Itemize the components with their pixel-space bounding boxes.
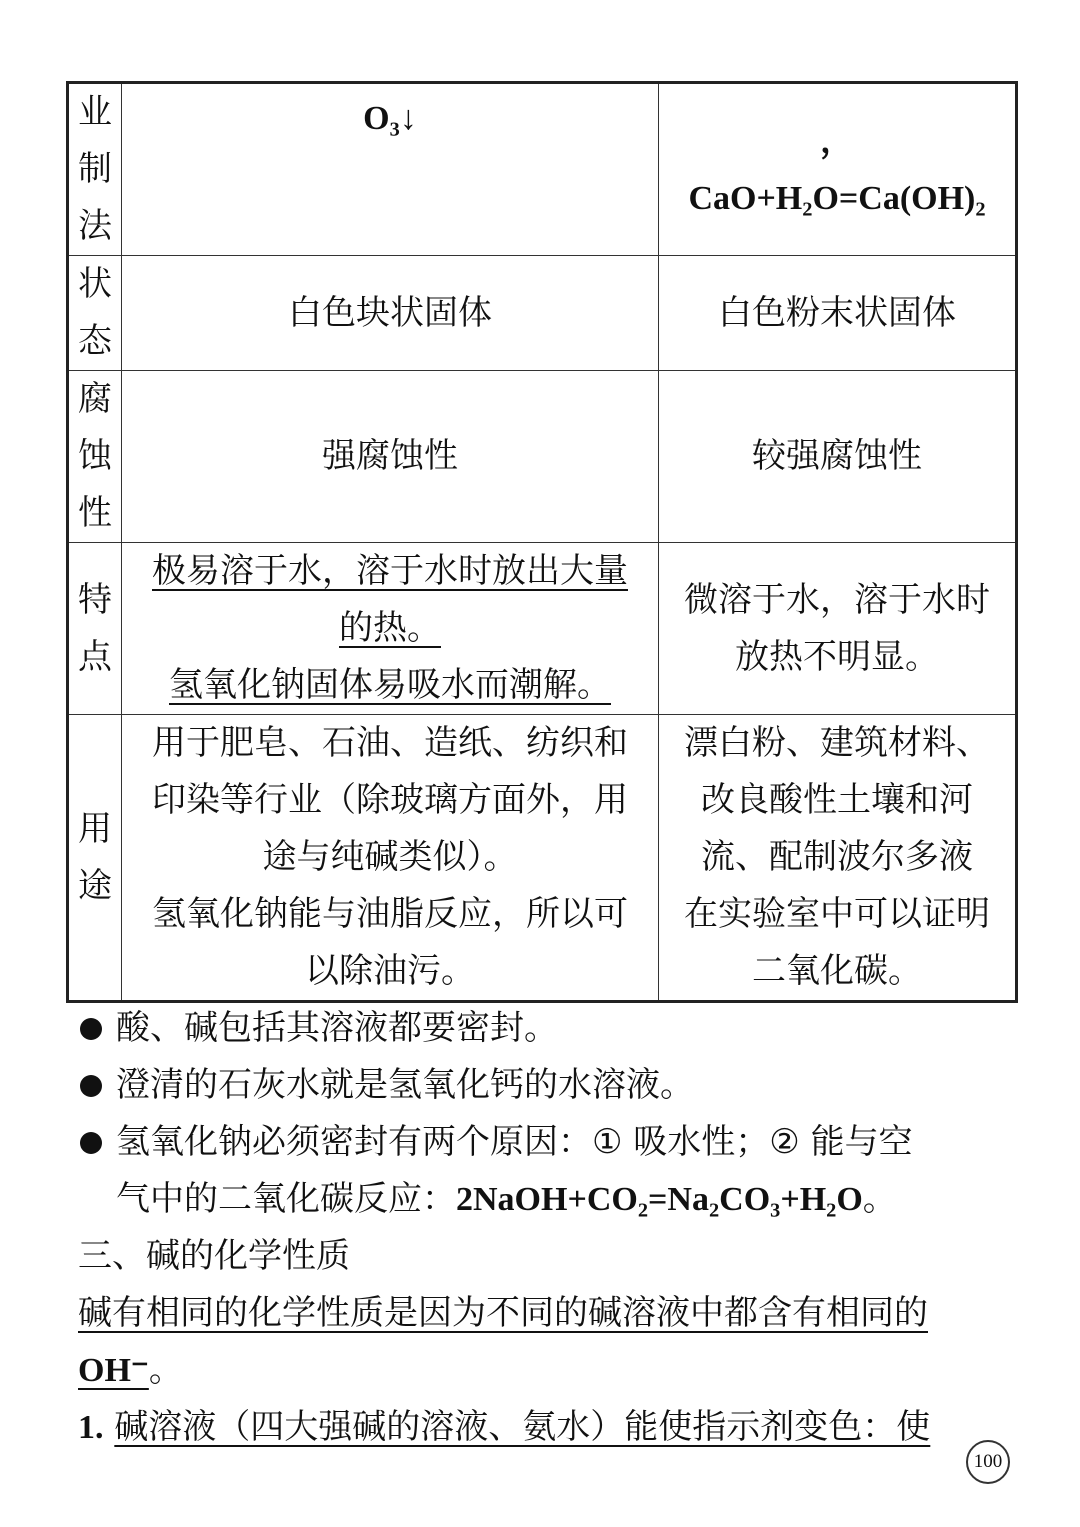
table-row bbox=[68, 543, 1017, 715]
label-char: 性 bbox=[78, 493, 112, 533]
bullet-text: 酸、碱包括其溶液都要密封。 bbox=[116, 1008, 558, 1048]
row-label bbox=[68, 83, 122, 256]
naoh-cell bbox=[122, 543, 659, 715]
row-label bbox=[68, 371, 122, 543]
caoh2-cell bbox=[659, 83, 1017, 256]
reaction-formula: 2NaOH+CO₂=Na₂CO₃+H₂O bbox=[456, 1181, 863, 1218]
caoh2-cell bbox=[659, 256, 1017, 371]
bullet-item bbox=[78, 1000, 1008, 1057]
row-label bbox=[68, 715, 122, 1002]
section-text bbox=[78, 1285, 1008, 1342]
row-label bbox=[68, 543, 122, 715]
label-char: 点 bbox=[78, 636, 112, 677]
row-label bbox=[68, 256, 122, 371]
cell-text: 印染等行业（除玻璃方面外，用 bbox=[152, 780, 628, 820]
formula-text: CaO+H₂O=Ca(OH)₂ bbox=[688, 179, 986, 217]
label-char: 腐 bbox=[78, 379, 112, 419]
label-char: 态 bbox=[78, 321, 112, 361]
notes-section bbox=[78, 1000, 1008, 1456]
label-char: 蚀 bbox=[78, 436, 112, 476]
naoh-cell bbox=[122, 371, 659, 543]
cell-text: 改良酸性土壤和河 bbox=[701, 780, 973, 820]
table-row bbox=[68, 715, 1017, 1002]
naoh-cell bbox=[122, 715, 659, 1002]
bullet-text: 气中的二氧化碳反应： bbox=[116, 1179, 456, 1219]
cell-text: 极易溶于水，溶于水时放出大量 bbox=[152, 551, 628, 591]
cell-text: 用于肥皂、石油、造纸、纺织和 bbox=[152, 723, 628, 763]
punctuation: 。 bbox=[148, 1350, 183, 1390]
bullet-text: 澄清的石灰水就是氢氧化钙的水溶液。 bbox=[116, 1065, 694, 1105]
cell-text: 白色块状固体 bbox=[288, 292, 492, 333]
numbered-item bbox=[78, 1399, 1008, 1456]
label-char: 业 bbox=[78, 92, 112, 132]
bullet-dot-icon bbox=[80, 1132, 102, 1154]
section-title: 三、碱的化学性质 bbox=[78, 1236, 350, 1276]
label-char: 特 bbox=[78, 579, 112, 620]
cell-text: 途与纯碱类似）。 bbox=[262, 837, 518, 877]
cell-text: 的热。 bbox=[339, 608, 441, 648]
table-row bbox=[68, 256, 1017, 371]
label-char: 状 bbox=[78, 264, 112, 304]
naoh-cell bbox=[122, 83, 659, 256]
item-number: 1. bbox=[78, 1409, 104, 1446]
caoh2-cell bbox=[659, 715, 1017, 1002]
label-char: 途 bbox=[78, 865, 112, 906]
cell-text: 较强腐蚀性 bbox=[752, 436, 922, 476]
cell-text: 强腐蚀性 bbox=[322, 436, 458, 476]
item-text: 碱溶液（四大强碱的溶液、氨水）能使指示剂变色：使 bbox=[114, 1407, 931, 1447]
comma-text: ， bbox=[820, 122, 854, 160]
oh-ion: OH⁻ bbox=[78, 1352, 149, 1389]
cell-text: 微溶于水，溶于水时 bbox=[684, 579, 990, 620]
cell-text: 氢氧化钠固体易吸水而潮解。 bbox=[169, 665, 611, 705]
cell-text: 流、配制波尔多液 bbox=[701, 837, 973, 877]
bullet-item bbox=[78, 1114, 1008, 1171]
cell-text: 二氧化碳。 bbox=[752, 951, 922, 991]
cell-text: 氢氧化钠能与油脂反应，所以可 bbox=[152, 894, 628, 934]
section-text bbox=[78, 1342, 1008, 1399]
naoh-cell bbox=[122, 256, 659, 371]
caoh2-cell bbox=[659, 543, 1017, 715]
cell-text: 漂白粉、建筑材料、 bbox=[684, 723, 990, 763]
bullet-dot-icon bbox=[80, 1075, 102, 1097]
label-char: 制 bbox=[78, 149, 112, 189]
label-char: 用 bbox=[78, 808, 112, 849]
cell-text: 以除油污。 bbox=[305, 951, 475, 991]
bullet-text: 氢氧化钠必须密封有两个原因：① 吸水性；② 能与空 bbox=[116, 1122, 913, 1162]
bullet-item bbox=[78, 1057, 1008, 1114]
cell-text: 在实验室中可以证明 bbox=[684, 894, 990, 934]
properties-table bbox=[66, 81, 1018, 1003]
caoh2-cell bbox=[659, 371, 1017, 543]
formula-text: O₃↓ bbox=[363, 100, 417, 137]
section-text-line: 碱有相同的化学性质是因为不同的碱溶液中都含有相同的 bbox=[78, 1293, 928, 1333]
table-row bbox=[68, 83, 1017, 256]
punctuation: 。 bbox=[862, 1179, 897, 1219]
cell-text: 放热不明显。 bbox=[735, 636, 939, 677]
bullet-dot-icon bbox=[80, 1018, 102, 1040]
bullet-continuation bbox=[78, 1171, 1008, 1228]
table-row bbox=[68, 371, 1017, 543]
page-number: 100 bbox=[966, 1440, 1010, 1484]
cell-text: 白色粉末状固体 bbox=[718, 292, 956, 333]
label-char: 法 bbox=[78, 206, 112, 246]
